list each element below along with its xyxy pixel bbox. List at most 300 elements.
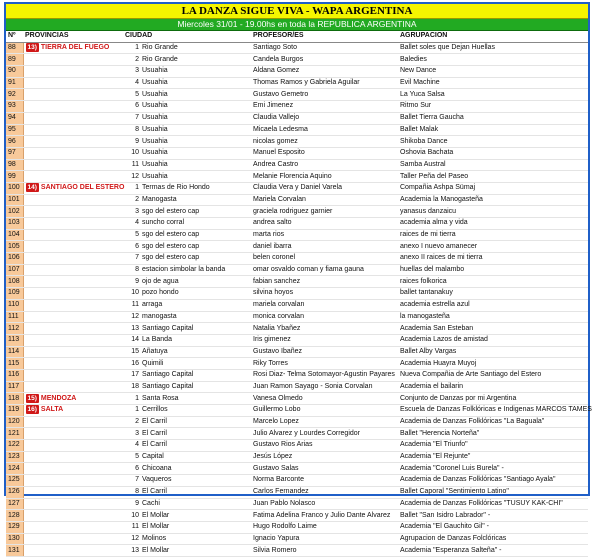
city-cell [123,475,251,487]
professor-cell: silvina hoyos [251,288,398,300]
professor-cell: Melanie Florencia Aquino [251,171,398,183]
city-cell [123,405,251,417]
province-cell [23,299,123,311]
city-index: 11 [131,301,139,309]
province-cell [23,510,123,522]
city-name: Usuahia [142,149,168,157]
city-index: 12 [131,312,139,320]
province-cell [23,288,123,300]
professor-cell: Fatima Adelina Franco y Julio Dante Alvarez [251,510,398,522]
professor-cell: Silvia Romero [251,545,398,557]
table-row [6,218,588,230]
city-name: Termas de Rio Hondo [142,184,210,192]
row-number: 92 [6,89,23,101]
province-cell [23,147,123,159]
city-cell [123,136,251,148]
province-cell [23,358,123,370]
city-cell [123,288,251,300]
professor-cell: Santiago Soto [251,42,398,54]
row-number: 115 [6,358,23,370]
city-index: 4 [135,441,139,449]
city-index: 16 [131,359,139,367]
professor-cell: daniel ibarra [251,241,398,253]
province-cell [23,66,123,78]
professor-cell: Micaela Ledesma [251,124,398,136]
row-number: 106 [6,253,23,265]
group-cell: Academia de Danzas Folklóricas "Santiago Ayala" [398,475,588,487]
professor-cell: Gustavo Ibañez [251,346,398,358]
city-cell [123,428,251,440]
city-cell [123,89,251,101]
city-index: 3 [135,429,139,437]
table-row [6,136,588,148]
professor-cell: Claudia Vera y Daniel Varela [251,182,398,194]
city-index: 1 [135,44,139,52]
province-cell [23,112,123,124]
city-name: Usuahia [142,125,168,133]
city-index: 4 [135,219,139,227]
city-index: 9 [135,277,139,285]
city-index: 10 [131,149,139,157]
professor-cell: omar osvaldo coman y fiama gauna [251,264,398,276]
city-index: 13 [131,324,139,332]
province-index-badge: 16) [27,406,37,414]
table-row [6,369,588,381]
province-cell [23,136,123,148]
city-cell [123,486,251,498]
city-cell [123,416,251,428]
province-cell [23,77,123,89]
province-cell [23,206,123,218]
city-name: Santiago Capital [142,371,194,379]
city-index: 11 [131,523,139,531]
city-name: Usuahia [142,160,168,168]
city-name: estacion simbolar la banda [142,266,226,274]
province-cell [23,101,123,113]
city-cell [123,101,251,113]
province-cell [23,416,123,428]
city-cell [123,124,251,136]
city-index: 8 [135,125,139,133]
group-cell: Oshovia Bachata [398,147,588,159]
group-cell: Academia de Danzas Folklóricas "La Baguala" [398,416,588,428]
row-number: 89 [6,54,23,66]
professor-cell: Iris gimenez [251,334,398,346]
city-index: 2 [135,418,139,426]
city-name: Santiago Capital [142,324,194,332]
city-index: 1 [135,406,139,414]
province-cell [23,229,123,241]
city-name: arraga [142,301,163,309]
table-row [6,381,588,393]
group-cell: la manogasteña [398,311,588,323]
province-cell [23,533,123,545]
table-row [6,66,588,78]
province-cell [23,463,123,475]
city-name: Manogasta [142,195,177,203]
row-number: 102 [6,206,23,218]
professor-cell: Manuel Esposito [251,147,398,159]
row-number: 95 [6,124,23,136]
group-cell: Shikoba Dance [398,136,588,148]
group-cell: Ballet Malak [398,124,588,136]
row-number: 103 [6,218,23,230]
row-number: 101 [6,194,23,206]
table-row [6,334,588,346]
row-number: 124 [6,463,23,475]
row-number: 97 [6,147,23,159]
province-cell [23,54,123,66]
province-cell [23,311,123,323]
city-index: 5 [135,90,139,98]
table-row [6,521,588,533]
row-number: 98 [6,159,23,171]
group-cell: Ballet "San Isidro Labrador" - [398,510,588,522]
province-cell [23,521,123,533]
table-row [6,533,588,545]
province-cell [23,171,123,183]
city-name: Usuahia [142,90,168,98]
city-name: sgo del estero cap [142,231,200,239]
city-cell [123,171,251,183]
group-cell: Ballet Caporal "Sentimiento Latino" [398,486,588,498]
city-index: 15 [131,347,139,355]
table-row [6,229,588,241]
professor-cell: Mariela Corvalan [251,194,398,206]
row-number: 126 [6,486,23,498]
row-number: 119 [6,405,23,417]
row-number: 91 [6,77,23,89]
table-row [6,428,588,440]
professor-cell: fabian sanchez [251,276,398,288]
city-cell [123,498,251,510]
group-cell: academia estrella azul [398,299,588,311]
city-name: Usuahia [142,172,168,180]
table-row [6,171,588,183]
group-cell: Academia "El Triunfo" [398,440,588,452]
row-number: 125 [6,475,23,487]
table-row [6,54,588,66]
city-index: 7 [135,254,139,262]
city-index: 18 [131,382,139,390]
column-header-number: Nº [6,31,23,42]
province-cell [23,253,123,265]
city-index: 1 [135,184,139,192]
table-row [6,253,588,265]
city-cell [123,463,251,475]
table-row [6,77,588,89]
city-name: Vaqueros [142,476,172,484]
table-row [6,475,588,487]
city-cell [123,346,251,358]
province-cell [23,393,123,405]
column-header-group: AGRUPACION [398,31,588,42]
province-name: SANTIAGO DEL ESTERO [40,184,125,192]
city-cell [123,358,251,370]
city-index: 1 [135,394,139,402]
province-name: MENDOZA [40,394,77,402]
group-cell: Conjunto de Danzas por mi Argentina [398,393,588,405]
group-cell: Academia el bailarin [398,381,588,393]
city-index: 6 [135,464,139,472]
city-name: manogasta [142,312,177,320]
group-cell: anexo I nuevo amanecer [398,241,588,253]
group-cell: Ballet soles que Dejan Huellas [398,42,588,54]
city-cell [123,440,251,452]
table-row [6,147,588,159]
province-cell [23,451,123,463]
group-cell: Academia "El Rejunte" [398,451,588,463]
city-cell [123,54,251,66]
city-cell [123,323,251,335]
row-number: 130 [6,533,23,545]
group-cell: Academia la Manogasteña [398,194,588,206]
city-index: 10 [131,511,139,519]
row-number: 131 [6,545,23,557]
city-index: 8 [135,488,139,496]
table-row [6,241,588,253]
city-cell [123,311,251,323]
professor-cell: Juan Ramon Sayago - Sonia Corvalan [251,381,398,393]
city-cell [123,66,251,78]
professor-cell: Emi Jimenez [251,101,398,113]
province-index-badge: 13) [27,44,37,52]
professor-cell: belen coronel [251,253,398,265]
group-cell: Academia "El Gauchito Gil" - [398,521,588,533]
province-cell [23,428,123,440]
city-cell [123,510,251,522]
province-name: TIERRA DEL FUEGO [40,44,110,52]
city-cell [123,381,251,393]
group-cell: Agrupacion de Danzas Folclóricas [398,533,588,545]
table-row [6,264,588,276]
city-cell [123,299,251,311]
professor-cell: Norma Barconte [251,475,398,487]
group-cell: Samba Austral [398,159,588,171]
group-cell: Taller Peña del Paseo [398,171,588,183]
province-cell [23,42,123,54]
professor-cell: Guillermo Lobo [251,405,398,417]
row-number: 93 [6,101,23,113]
professor-cell: Julio Alvarez y Lourdes Corregidor [251,428,398,440]
city-name: sgo del estero cap [142,254,200,262]
registrations-table [6,31,592,557]
column-header-professor: PROFESOR/ES [251,31,398,42]
professor-cell: nicolas gomez [251,136,398,148]
city-name: sgo del estero cap [142,207,200,215]
group-cell: Academia "Esperanza Salteña" - [398,545,588,557]
row-number: 90 [6,66,23,78]
row-number: 116 [6,369,23,381]
province-cell [23,334,123,346]
city-name: El Mollar [142,523,170,531]
group-cell: Nueva Compañia de Arte Santiago del Estero [398,369,588,381]
city-index: 2 [135,195,139,203]
city-cell [123,533,251,545]
table-row [6,510,588,522]
table-row [6,159,588,171]
city-index: 4 [135,79,139,87]
city-name: Cachi [142,499,160,507]
row-number: 120 [6,416,23,428]
province-cell [23,369,123,381]
city-name: El Mollar [142,511,170,519]
table-row [6,393,588,405]
province-cell [23,264,123,276]
city-cell [123,229,251,241]
row-number: 128 [6,510,23,522]
professor-cell: Thomas Ramos y Gabriela Aguilar [251,77,398,89]
city-name: Molinos [142,534,167,542]
city-cell [123,393,251,405]
professor-cell: Marcelo Lopez [251,416,398,428]
city-name: Santiago Capital [142,382,194,390]
table-row [6,101,588,113]
table-row [6,42,588,54]
province-cell [23,124,123,136]
province-cell [23,346,123,358]
row-number: 113 [6,334,23,346]
city-cell [123,369,251,381]
city-cell [123,521,251,533]
group-cell: Baledies [398,54,588,66]
group-cell: Compañia Ashpa Sümaj [398,182,588,194]
row-number: 111 [6,311,23,323]
table-row [6,89,588,101]
professor-cell: Andrea Castro [251,159,398,171]
group-cell: academia alma y vida [398,218,588,230]
province-cell [23,194,123,206]
table-row [6,451,588,463]
group-cell: yanasus danzaicu [398,206,588,218]
row-number: 100 [6,182,23,194]
city-name: Rio Grande [142,55,178,63]
row-number: 104 [6,229,23,241]
province-cell [23,241,123,253]
city-name: suncho corral [142,219,185,227]
province-cell [23,89,123,101]
city-name: Usuahia [142,137,168,145]
city-cell [123,147,251,159]
city-name: Santa Rosa [142,394,179,402]
city-name: Capital [142,453,164,461]
table-row [6,358,588,370]
table-row [6,323,588,335]
group-cell: raices folkorica [398,276,588,288]
city-name: Usuahia [142,79,168,87]
province-cell [23,405,123,417]
city-name: El Carril [142,488,167,496]
row-number: 96 [6,136,23,148]
city-cell [123,241,251,253]
province-cell [23,182,123,194]
row-number: 112 [6,323,23,335]
group-cell: Academia de Danzas Folklóricas "TUSUY KAK-CHI" [398,498,588,510]
city-index: 14 [131,336,139,344]
professor-cell: marta rios [251,229,398,241]
table-header-row [6,31,588,42]
row-number: 107 [6,264,23,276]
table-row [6,299,588,311]
professor-cell: Carlos Fernandez [251,486,398,498]
province-index-badge: 15) [27,394,37,402]
table-row [6,182,588,194]
city-cell [123,276,251,288]
row-number: 114 [6,346,23,358]
professor-cell: Natalia Ybañez [251,323,398,335]
group-cell: Ballet Tierra Gaucha [398,112,588,124]
city-name: El Carril [142,441,167,449]
city-name: pozo hondo [142,289,179,297]
city-name: Usuahia [142,67,168,75]
row-number: 129 [6,521,23,533]
city-cell [123,77,251,89]
city-index: 12 [131,534,139,542]
professor-cell: Candela Burgos [251,54,398,66]
province-cell [23,218,123,230]
group-cell: Academia "Coronel Luis Burela" - [398,463,588,475]
city-name: Rio Grande [142,44,178,52]
city-index: 5 [135,231,139,239]
city-cell [123,194,251,206]
province-cell [23,440,123,452]
table-row [6,416,588,428]
city-index: 3 [135,207,139,215]
city-index: 9 [135,499,139,507]
city-cell [123,264,251,276]
professor-cell: Riky Torres [251,358,398,370]
row-number: 117 [6,381,23,393]
city-name: Cerrillos [142,406,168,414]
city-index: 10 [131,289,139,297]
professor-cell: Hugo Rodolfo Laime [251,521,398,533]
city-name: Añatuya [142,347,168,355]
professor-cell: andrea salto [251,218,398,230]
province-cell [23,475,123,487]
city-name: Chicoana [142,464,172,472]
row-number: 110 [6,299,23,311]
group-cell: Academia San Esteban [398,323,588,335]
group-cell: Escuela de Danzas Folklóricas e Indigenas MARCOS TAMES [398,405,588,417]
province-cell [23,486,123,498]
table-body [6,42,592,556]
table-row [6,206,588,218]
city-cell [123,334,251,346]
professor-cell: graciela rodriguez garnier [251,206,398,218]
professor-cell: Gustavo Salas [251,463,398,475]
professor-cell: Aldana Gomez [251,66,398,78]
city-index: 3 [135,67,139,75]
professor-cell: Juan Pablo Nolasco [251,498,398,510]
city-name: ojo de agua [142,277,179,285]
row-number: 108 [6,276,23,288]
professor-cell: monica corvalan [251,311,398,323]
page-title: LA DANZA SIGUE VIVA - WAPA ARGENTINA [6,4,588,19]
table-row [6,486,588,498]
table-row [6,124,588,136]
province-cell [23,545,123,557]
column-header-city: CIUDAD [123,31,251,42]
city-index: 8 [135,266,139,274]
city-cell [123,42,251,54]
city-index: 13 [131,546,139,554]
row-number: 109 [6,288,23,300]
group-cell: Academia Huayra Muyoj [398,358,588,370]
city-index: 2 [135,55,139,63]
row-number: 122 [6,440,23,452]
city-index: 6 [135,242,139,250]
professor-cell: Vanesa Olmedo [251,393,398,405]
